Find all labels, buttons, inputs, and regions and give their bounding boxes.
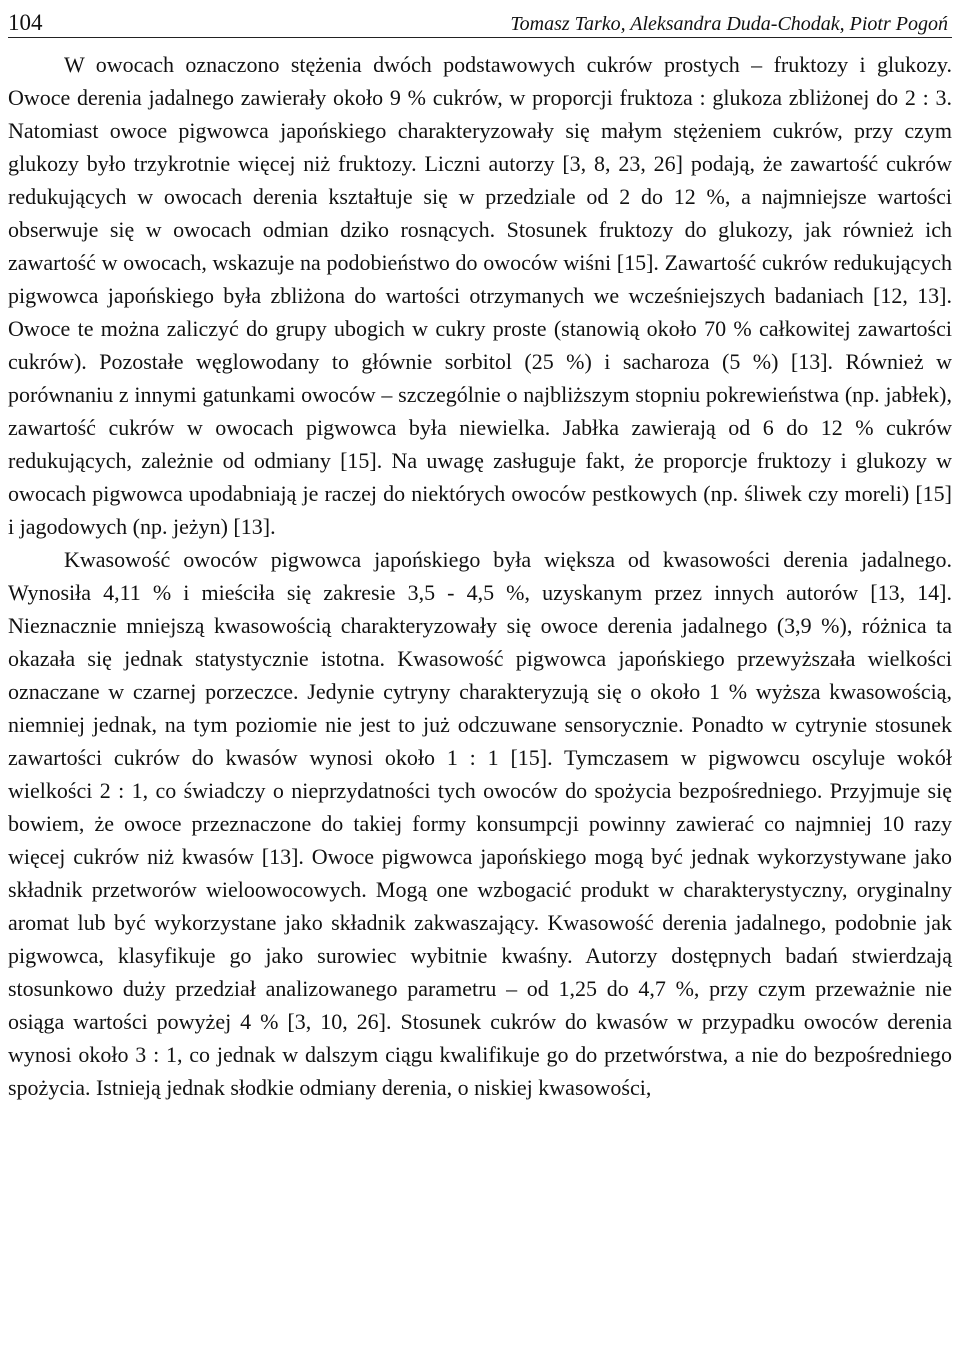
paragraph-sugars: W owocach oznaczono stężenia dwóch podstawowych cukrów prostych – fruktozy i glukozy. Owoce derenia jadalnego zawierały około 9 % cukrów, w proporcji fruktoza : glukoza zbliżonej do 2 : 3. Natomiast owoce pigwowca japońskiego charakteryzowały się małym stężeniem cukrów, przy czym glukozy było trzykrotnie więcej niż fruktozy. Liczni autorzy [3, 8, 23, 26] podają, że zawartość cukrów redukujących w owocach derenia kształtuje się w przedziale od 2 do 12 %, a najmniejsze wartości obserwuje się w owocach odmian dziko rosnących. Stosunek fruktozy do glukozy, jak również ich zawartość w owocach, wskazuje na podobieństwo do owoców wiśni [15]. Zawartość cukrów redukujących pigwowca japońskiego była zbliżona do wartości otrzymanych we wcześniejszych badaniach [12, 13]. Owoce te można zaliczyć do grupy ubogich w cukry proste (stanowią około 70 % całkowitej zawartości cukrów). Pozostałe węglowodany to głównie sorbitol (25 %) i sacharoza (5 %) [13]. Również w porównaniu z innymi gatunkami owoców – szczególnie o najbliższym stopniu pokrewieństwa (np. jabłek), zawartość cukrów w owocach pigwowca była niewielka. Jabłka zawierają od 6 do 12 % cukrów redukujących, zależnie od odmiany [15]. Na uwagę zasługuje fakt, że proporcje fruktozy i glukozy w owocach pigwowca upodabniają je raczej do niektórych owoców pestkowych (np. śliwek czy moreli) [15] i jagodowych (np. jeżyn) [13]. — [8, 52, 952, 539]
running-header-authors: Tomasz Tarko, Aleksandra Duda-Chodak, Piotr Pogoń — [510, 13, 948, 35]
paragraph-acidity: Kwasowość owoców pigwowca japońskiego była większa od kwasowości derenia jadalnego. Wynosiła 4,11 % i mieściła się zakresie 3,5 - 4,5 %, uzyskanym przez innych autorów [13, 14]. Nieznacznie mniejszą kwasowością charakteryzowały się owoce derenia jadalnego (3,9 %), różnica ta okazała się jednak statystycznie istotna. Kwasowość pigwowca japońskiego przewyższała wielkości oznaczane w czarnej porzeczce. Jedynie cytryny charakteryzują się o około 1 % wyższa kwasowością, niemniej jednak, na tym poziomie nie jest to już odczuwane sensorycznie. Ponadto w cytrynie stosunek zawartości cukrów do kwasów wynosi około 1 : 1 [15]. Tymczasem w pigwowcu oscyluje wokół wielkości 2 : 1, co świadczy o nieprzydatności tych owoców do spożycia bezpośredniego. Przyjmuje się bowiem, że owoce przeznaczone do takiej formy konsumpcji powinny zawierać co najmniej 10 razy więcej cukrów niż kwasów [13]. Owoce pigwowca japońskiego mogą być jednak wykorzystywane jako składnik przetworów wieloowocowych. Mogą one wzbogacić produkt w charakterystyczny, oryginalny aromat lub być wykorzystane jako składnik zakwaszający. Kwasowość derenia jadalnego, podobnie jak pigwowca, klasyfikuje go jako surowiec wybitnie kwaśny. Autorzy dostępnych badań stwierdzają stosunkowo duży przedział analizowanego parametru – od 1,25 do 4,7 %, przy czym przeważnie nie osiąga wartości powyżej 4 % [3, 10, 26]. Stosunek cukrów do kwasów w przypadku owoców derenia wynosi około 3 : 1, co jednak w dalszym ciągu kwalifikuje go do przetwórstwa, a nie do bezpośredniego spożycia. Istnieją jednak słodkie odmiany derenia, o niskiej kwasowości, — [8, 547, 952, 1100]
running-header — [8, 4, 952, 38]
body-text — [8, 48, 952, 1104]
page-number: 104 — [8, 10, 43, 35]
